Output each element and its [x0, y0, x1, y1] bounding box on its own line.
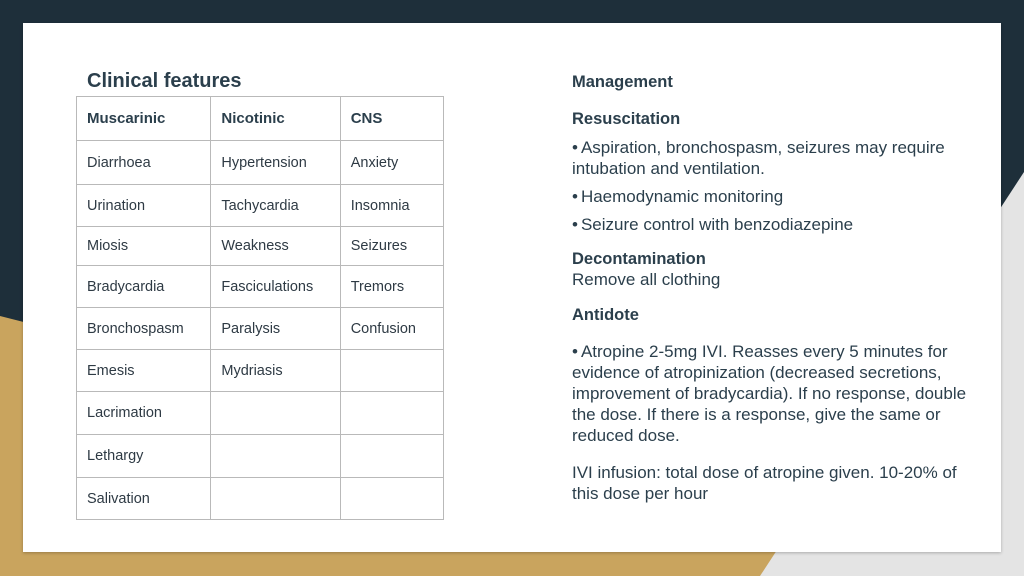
clinical-features-title: Clinical features: [87, 70, 242, 92]
table-cell: Confusion: [340, 308, 443, 350]
table-row: [77, 141, 444, 185]
table-cell: [340, 435, 443, 478]
antidote-bullet: • Atropine 2-5mg IVI. Reasses every 5 minutes for evidence of atropinization (decreased secretions, improvement of bradycardia). If no response, double the dose. If there is a response, give the same or reduced dose.: [572, 341, 972, 446]
header-muscarinic: Muscarinic: [77, 97, 211, 141]
table-cell: Seizures: [340, 227, 443, 266]
antidote-heading: Antidote: [572, 306, 639, 324]
table-row: [77, 478, 444, 520]
table-header-row: [77, 97, 444, 141]
table-cell: [211, 478, 340, 520]
clinical-features-table: [76, 96, 444, 520]
table-cell: Salivation: [77, 478, 211, 520]
table-row: [77, 185, 444, 227]
table-cell: [340, 350, 443, 392]
management-panel: [572, 70, 972, 504]
table-row: [77, 266, 444, 308]
resuscitation-bullet-1: • Aspiration, bronchospasm, seizures may require intubation and ventilation.: [572, 137, 972, 179]
resuscitation-heading: Resuscitation: [572, 110, 681, 128]
table-row: [77, 227, 444, 266]
table-cell: Lethargy: [77, 435, 211, 478]
table-cell: Emesis: [77, 350, 211, 392]
table-cell: Diarrhoea: [77, 141, 211, 185]
table-cell: Hypertension: [211, 141, 340, 185]
decontamination-text: Remove all clothing: [572, 270, 721, 289]
table-cell: Fasciculations: [211, 266, 340, 308]
table-cell: Bronchospasm: [77, 308, 211, 350]
table-cell: Tachycardia: [211, 185, 340, 227]
table-cell: Mydriasis: [211, 350, 340, 392]
table-cell: [340, 392, 443, 435]
table-cell: Urination: [77, 185, 211, 227]
header-nicotinic: Nicotinic: [211, 97, 340, 141]
table-cell: Weakness: [211, 227, 340, 266]
table-row: [77, 308, 444, 350]
table-row: [77, 350, 444, 392]
table-cell: Lacrimation: [77, 392, 211, 435]
table-cell: Bradycardia: [77, 266, 211, 308]
infusion-text: IVI infusion: total dose of atropine given. 10-20% of this dose per hour: [572, 463, 957, 503]
table-cell: [211, 435, 340, 478]
slide-card: [23, 23, 1001, 552]
table-row: [77, 435, 444, 478]
management-title: Management: [572, 73, 673, 91]
table-cell: [340, 478, 443, 520]
resuscitation-bullet-3: • Seizure control with benzodiazepine: [572, 214, 972, 235]
table-cell: Paralysis: [211, 308, 340, 350]
table-cell: Insomnia: [340, 185, 443, 227]
table-cell: Anxiety: [340, 141, 443, 185]
header-cns: CNS: [340, 97, 443, 141]
table-cell: Miosis: [77, 227, 211, 266]
resuscitation-bullet-2: • Haemodynamic monitoring: [572, 186, 972, 207]
table-cell: Tremors: [340, 266, 443, 308]
table-row: [77, 392, 444, 435]
table-cell: [211, 392, 340, 435]
decontamination-heading: Decontamination: [572, 250, 706, 268]
